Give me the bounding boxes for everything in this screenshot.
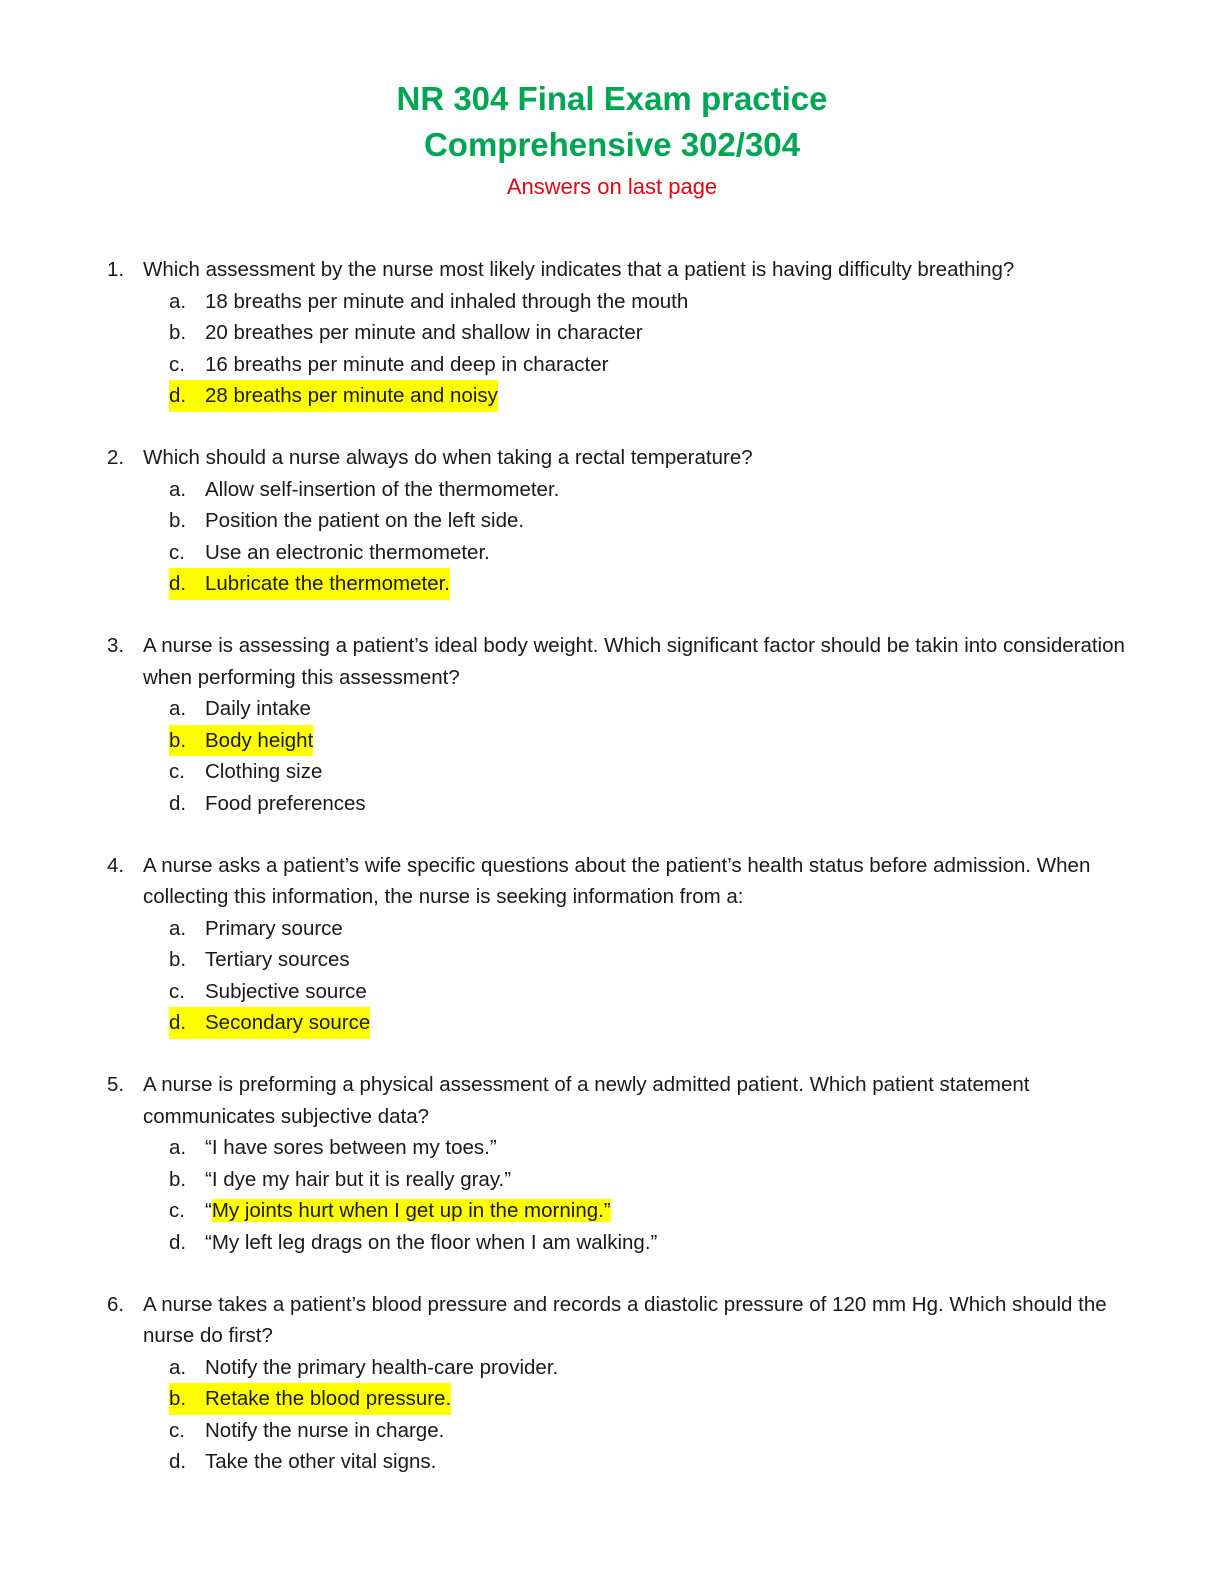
option-text: “I have sores between my toes.” bbox=[205, 1136, 497, 1159]
question-text: A nurse is assessing a patient’s ideal body weight. Which significant factor should be takin into consideration when performing this assessment? bbox=[143, 634, 1125, 689]
options-list bbox=[169, 693, 1147, 819]
question-number: 1. bbox=[107, 258, 125, 281]
option-letter: b. bbox=[169, 509, 187, 532]
question-6 bbox=[107, 1289, 1147, 1478]
option-text: My joints hurt when I get up in the morning.” bbox=[211, 1199, 611, 1222]
option-text: Primary source bbox=[205, 916, 343, 940]
option-letter: b. bbox=[169, 1167, 187, 1191]
page-title-line-1: NR 304 Final Exam practice bbox=[396, 80, 828, 117]
option-letter: c. bbox=[169, 1418, 185, 1442]
option-letter: d. bbox=[169, 1230, 187, 1254]
option-text: Body height bbox=[205, 728, 314, 752]
option-letter: d. bbox=[169, 1011, 187, 1034]
option-text: “I dye my hair but it is really gray.” bbox=[205, 1167, 512, 1191]
option-text: Daily intake bbox=[205, 697, 311, 720]
question-5 bbox=[107, 1069, 1147, 1258]
option-text: 16 breaths per minute and deep in character bbox=[205, 352, 609, 376]
option-letter: b. bbox=[169, 948, 187, 971]
question-4 bbox=[107, 850, 1147, 1039]
question-list bbox=[107, 254, 1147, 1508]
page-title-line-2: Comprehensive 302/304 bbox=[423, 126, 801, 163]
option-d-highlighted-answer bbox=[169, 568, 1147, 600]
option-text: Use an electronic thermometer. bbox=[205, 540, 490, 564]
options-list bbox=[169, 1352, 1147, 1478]
option-letter: c. bbox=[169, 760, 185, 783]
option-letter: a. bbox=[169, 477, 187, 501]
option-letter: c. bbox=[169, 979, 185, 1003]
option-letter: d. bbox=[169, 384, 187, 407]
question-number: 3. bbox=[107, 634, 125, 657]
question-number: 2. bbox=[107, 446, 125, 469]
options-list bbox=[169, 286, 1147, 412]
question-text: A nurse takes a patient’s blood pressure and records a diastolic pressure of 120 mm Hg. Which should the nurse do first? bbox=[143, 1292, 1107, 1347]
option-c bbox=[169, 976, 1147, 1008]
option-c bbox=[169, 756, 1147, 788]
option-d-highlighted-answer bbox=[169, 1007, 1147, 1039]
option-letter: d. bbox=[169, 791, 187, 815]
option-letter: c. bbox=[169, 352, 185, 376]
option-text: 18 breaths per minute and inhaled through the mouth bbox=[205, 289, 689, 313]
option-letter: a. bbox=[169, 1355, 187, 1379]
option-text: Take the other vital signs. bbox=[205, 1450, 437, 1473]
option-letter: a. bbox=[169, 289, 187, 313]
option-letter: b. bbox=[169, 321, 187, 344]
option-text: “My left leg drags on the floor when I am walking.” bbox=[205, 1230, 658, 1254]
option-text: 28 breaths per minute and noisy bbox=[205, 384, 498, 407]
question-2 bbox=[107, 442, 1147, 600]
option-a bbox=[169, 1352, 1147, 1384]
option-letter: a. bbox=[169, 697, 187, 720]
option-d-highlighted-answer bbox=[169, 380, 1147, 412]
question-text: A nurse is preforming a physical assessment of a newly admitted patient. Which patient statement communicates subjective data? bbox=[143, 1073, 1030, 1128]
option-text: Position the patient on the left side. bbox=[205, 509, 525, 532]
option-a bbox=[169, 693, 1147, 725]
question-number: 4. bbox=[107, 853, 125, 877]
option-b bbox=[169, 317, 1147, 349]
option-c bbox=[169, 537, 1147, 569]
option-d bbox=[169, 1227, 1147, 1259]
option-d bbox=[169, 1446, 1147, 1478]
option-text: Tertiary sources bbox=[205, 948, 350, 971]
options-list bbox=[169, 913, 1147, 1039]
option-c-highlighted-answer bbox=[169, 1195, 1147, 1227]
option-text: Food preferences bbox=[205, 791, 366, 815]
option-a bbox=[169, 1132, 1147, 1164]
option-text: 20 breathes per minute and shallow in character bbox=[205, 321, 643, 344]
option-text: Allow self-insertion of the thermometer. bbox=[205, 477, 560, 501]
option-a bbox=[169, 474, 1147, 506]
option-text: Clothing size bbox=[205, 760, 323, 783]
option-letter: b. bbox=[169, 1387, 187, 1410]
question-number: 6. bbox=[107, 1292, 125, 1316]
option-d bbox=[169, 788, 1147, 820]
option-letter: a. bbox=[169, 1136, 187, 1159]
question-number: 5. bbox=[107, 1073, 125, 1096]
option-text: Lubricate the thermometer. bbox=[205, 572, 450, 595]
option-letter: d. bbox=[169, 572, 187, 595]
title-block bbox=[0, 76, 1224, 206]
option-quote-prefix: “ bbox=[205, 1199, 212, 1222]
option-letter: a. bbox=[169, 916, 187, 940]
option-text: Notify the nurse in charge. bbox=[205, 1418, 445, 1442]
option-letter: c. bbox=[169, 1199, 185, 1222]
option-text: Subjective source bbox=[205, 979, 367, 1003]
option-c bbox=[169, 1415, 1147, 1447]
question-text: A nurse asks a patient’s wife specific questions about the patient’s health status before admission. When collecting this information, the nurse is seeking information from a: bbox=[143, 853, 1091, 908]
options-list bbox=[169, 1132, 1147, 1258]
option-b bbox=[169, 505, 1147, 537]
option-text: Retake the blood pressure. bbox=[205, 1387, 452, 1410]
option-b-highlighted-answer bbox=[169, 1383, 1147, 1415]
question-3 bbox=[107, 630, 1147, 819]
option-b bbox=[169, 1164, 1147, 1196]
option-text: Notify the primary health-care provider. bbox=[205, 1355, 559, 1379]
option-letter: b. bbox=[169, 728, 187, 752]
option-letter: d. bbox=[169, 1450, 187, 1473]
option-c bbox=[169, 349, 1147, 381]
page-subtitle: Answers on last page bbox=[506, 174, 718, 199]
question-text: Which assessment by the nurse most likely indicates that a patient is having difficulty breathing? bbox=[143, 258, 1015, 281]
question-text: Which should a nurse always do when taking a rectal temperature? bbox=[143, 446, 753, 469]
option-a bbox=[169, 286, 1147, 318]
question-1 bbox=[107, 254, 1147, 412]
option-a bbox=[169, 913, 1147, 945]
options-list bbox=[169, 474, 1147, 600]
option-text: Secondary source bbox=[205, 1011, 371, 1034]
option-b bbox=[169, 944, 1147, 976]
option-letter: c. bbox=[169, 540, 185, 564]
option-b-highlighted-answer bbox=[169, 725, 1147, 757]
